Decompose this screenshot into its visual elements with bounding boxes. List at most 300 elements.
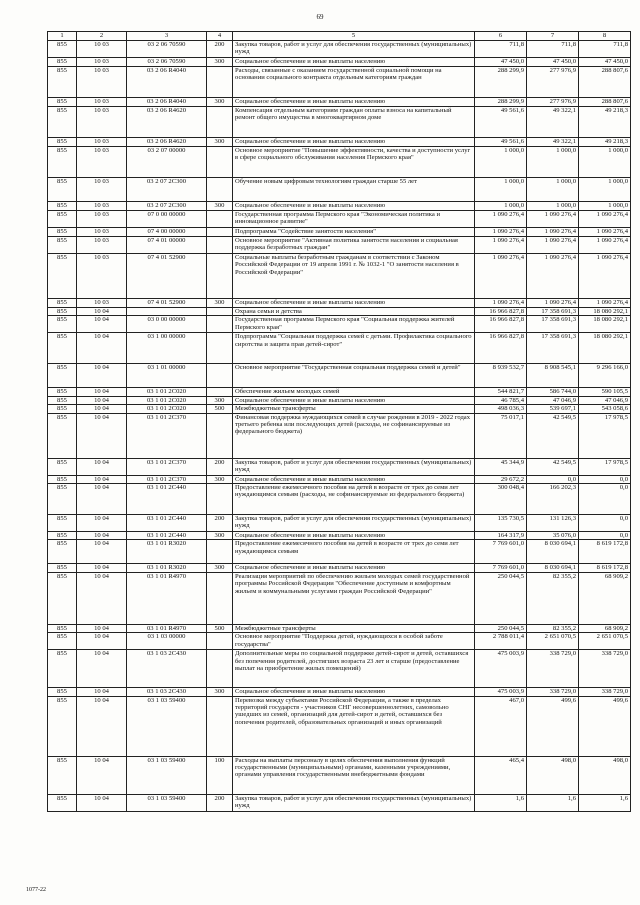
grbs-cell: 855: [48, 41, 77, 58]
amount-2025-cell: 1 090 276,4: [579, 299, 631, 308]
table-row: [48, 484, 631, 515]
section-cell: 10 04: [77, 650, 127, 688]
grbs-cell: 855: [48, 756, 77, 794]
grbs-cell: 855: [48, 308, 77, 316]
table-row: [48, 211, 631, 228]
amount-2023-cell: 467,0: [475, 696, 527, 756]
name-cell: Государственная программа Пермского края "Экономическая политика и инновационное развитие": [233, 211, 475, 228]
name-cell: Подпрограмма "Содействие занятости населения": [233, 228, 475, 237]
amount-2024-cell: 1 000,0: [527, 202, 579, 211]
amount-2025-cell: 0,0: [579, 515, 631, 532]
amount-2023-cell: 288 299,9: [475, 67, 527, 98]
section-cell: 10 03: [77, 202, 127, 211]
name-cell: Социальное обеспечение и иные выплаты населению: [233, 532, 475, 540]
amount-2025-cell: 0,0: [579, 475, 631, 483]
amount-2025-cell: 0,0: [579, 532, 631, 540]
expense-type-cell: [207, 308, 233, 316]
table-row: [48, 299, 631, 308]
table-row: [48, 515, 631, 532]
amount-2025-cell: 47 046,9: [579, 396, 631, 404]
target-item-cell: 03 1 01 2С440: [127, 484, 207, 515]
target-item-cell: 03 1 01 R4970: [127, 572, 207, 624]
name-cell: Закупка товаров, работ и услуг для обеспечения государственных (муниципальных) нужд: [233, 41, 475, 58]
table-row: [48, 364, 631, 388]
section-cell: 10 04: [77, 333, 127, 364]
name-cell: Социальное обеспечение и иные выплаты населению: [233, 396, 475, 404]
target-item-cell: 03 1 01 2С440: [127, 532, 207, 540]
expense-type-cell: 300: [207, 564, 233, 572]
grbs-cell: 855: [48, 299, 77, 308]
table-row: [48, 413, 631, 458]
table-row: [48, 333, 631, 364]
expense-type-cell: [207, 147, 233, 178]
amount-2025-cell: 288 807,6: [579, 67, 631, 98]
name-cell: Социальное обеспечение и иные выплаты населению: [233, 564, 475, 572]
expense-type-cell: [207, 650, 233, 688]
amount-2024-cell: 82 355,2: [527, 572, 579, 624]
expense-type-cell: 200: [207, 41, 233, 58]
amount-2023-cell: 16 966 827,8: [475, 316, 527, 333]
grbs-cell: 855: [48, 405, 77, 413]
amount-2025-cell: 8 619 172,8: [579, 540, 631, 564]
expense-type-cell: [207, 364, 233, 388]
amount-2024-cell: 338 729,0: [527, 650, 579, 688]
section-cell: 10 03: [77, 299, 127, 308]
name-cell: Охрана семьи и детства: [233, 308, 475, 316]
table-row: [48, 202, 631, 211]
table-row: [48, 67, 631, 98]
grbs-cell: 855: [48, 696, 77, 756]
amount-2025-cell: 498,0: [579, 756, 631, 794]
section-cell: 10 04: [77, 756, 127, 794]
amount-2025-cell: 8 619 172,8: [579, 564, 631, 572]
header-cell: 7: [527, 32, 579, 41]
target-item-cell: 07 4 00 00000: [127, 228, 207, 237]
name-cell: Закупка товаров, работ и услуг для обеспечения государственных (муниципальных) нужд: [233, 794, 475, 811]
amount-2023-cell: 544 821,7: [475, 388, 527, 396]
amount-2025-cell: 1,6: [579, 794, 631, 811]
amount-2024-cell: 1 090 276,4: [527, 211, 579, 228]
amount-2024-cell: 277 976,9: [527, 98, 579, 107]
table-row: [48, 756, 631, 794]
grbs-cell: 855: [48, 138, 77, 147]
expense-type-cell: 200: [207, 458, 233, 475]
amount-2023-cell: 465,4: [475, 756, 527, 794]
table-row: [48, 41, 631, 58]
footer-code: 1077-22: [26, 887, 46, 893]
table-row: [48, 396, 631, 404]
section-cell: 10 04: [77, 405, 127, 413]
header-cell: 1: [48, 32, 77, 41]
table-row: [48, 624, 631, 632]
amount-2025-cell: 0,0: [579, 484, 631, 515]
grbs-cell: 855: [48, 58, 77, 67]
name-cell: Основное мероприятие "Повышение эффективности, качества и доступности услуг в сфере социального обслуживания населения Пермского края": [233, 147, 475, 178]
amount-2025-cell: 590 105,5: [579, 388, 631, 396]
section-cell: 10 03: [77, 254, 127, 299]
amount-2023-cell: 288 299,9: [475, 98, 527, 107]
grbs-cell: 855: [48, 413, 77, 458]
amount-2023-cell: 7 769 601,0: [475, 564, 527, 572]
amount-2023-cell: 16 966 827,8: [475, 308, 527, 316]
expense-type-cell: [207, 67, 233, 98]
name-cell: Подпрограмма "Социальная поддержка семей с детьми. Профилактика социального сиротства и защита прав детей-сирот": [233, 333, 475, 364]
section-cell: 10 04: [77, 696, 127, 756]
grbs-cell: 855: [48, 564, 77, 572]
section-cell: 10 03: [77, 147, 127, 178]
section-cell: 10 04: [77, 484, 127, 515]
grbs-cell: 855: [48, 67, 77, 98]
amount-2023-cell: 300 048,4: [475, 484, 527, 515]
amount-2025-cell: 543 058,6: [579, 405, 631, 413]
section-cell: 10 04: [77, 396, 127, 404]
table-row: [48, 540, 631, 564]
amount-2024-cell: 498,0: [527, 756, 579, 794]
section-cell: 10 04: [77, 388, 127, 396]
amount-2024-cell: 0,0: [527, 475, 579, 483]
target-item-cell: 03 2 06 R4040: [127, 67, 207, 98]
grbs-cell: 855: [48, 515, 77, 532]
amount-2025-cell: 18 080 292,1: [579, 333, 631, 364]
amount-2024-cell: 35 076,0: [527, 532, 579, 540]
expense-type-cell: [207, 484, 233, 515]
name-cell: Предоставление ежемесячного пособия на детей в возрасте от трех до семи лет нуждающимся семьям: [233, 540, 475, 564]
amount-2023-cell: 7 769 601,0: [475, 540, 527, 564]
table-row: [48, 696, 631, 756]
section-cell: 10 04: [77, 564, 127, 572]
name-cell: Обеспечение жильем молодых семей: [233, 388, 475, 396]
amount-2023-cell: 164 317,9: [475, 532, 527, 540]
amount-2024-cell: 1 090 276,4: [527, 228, 579, 237]
name-cell: Предоставление ежемесячного пособия на детей в возрасте от трех до семи лет нуждающимся семьям (расходы, не софинансируемые из федерального бюджета): [233, 484, 475, 515]
expense-type-cell: [207, 333, 233, 364]
name-cell: Расходы, связанные с оказанием государственной социальной помощи на основании социального контракта отдельным категориям граждан: [233, 67, 475, 98]
table-body: [48, 41, 631, 812]
expense-type-cell: 300: [207, 299, 233, 308]
amount-2024-cell: 499,6: [527, 696, 579, 756]
expense-type-cell: [207, 633, 233, 650]
expense-type-cell: 300: [207, 396, 233, 404]
section-cell: 10 04: [77, 540, 127, 564]
grbs-cell: 855: [48, 364, 77, 388]
amount-2024-cell: 8 030 694,1: [527, 564, 579, 572]
grbs-cell: 855: [48, 624, 77, 632]
amount-2025-cell: 1 000,0: [579, 202, 631, 211]
name-cell: Перевозка между субъектами Российской Федерации, а также в пределах территорий государств - участников СНГ несовершеннолетних, самовольно ушедших из семей, организаций для детей-сирот и детей, оставшихся без попечения родителей, образовательных организаций и иных организаций: [233, 696, 475, 756]
amount-2023-cell: 2 788 011,4: [475, 633, 527, 650]
header-cell: 8: [579, 32, 631, 41]
table-row: [48, 98, 631, 107]
amount-2023-cell: 1,6: [475, 794, 527, 811]
section-cell: 10 03: [77, 178, 127, 202]
amount-2025-cell: 68 909,2: [579, 572, 631, 624]
target-item-cell: 03 1 01 2С440: [127, 515, 207, 532]
section-cell: 10 04: [77, 633, 127, 650]
table-row: [48, 794, 631, 811]
expense-type-cell: [207, 696, 233, 756]
target-item-cell: 03 1 01 2С370: [127, 458, 207, 475]
target-item-cell: 03 1 01 00000: [127, 364, 207, 388]
amount-2024-cell: 47 450,0: [527, 58, 579, 67]
section-cell: 10 04: [77, 572, 127, 624]
amount-2025-cell: 18 080 292,1: [579, 316, 631, 333]
table-row: [48, 650, 631, 688]
target-item-cell: 03 1 03 2С430: [127, 688, 207, 696]
amount-2024-cell: 8 908 545,1: [527, 364, 579, 388]
target-item-cell: 03 1 01 R4970: [127, 624, 207, 632]
target-item-cell: 03 2 06 R4620: [127, 138, 207, 147]
target-item-cell: [127, 308, 207, 316]
section-cell: 10 04: [77, 624, 127, 632]
expense-type-cell: [207, 211, 233, 228]
amount-2024-cell: 1 090 276,4: [527, 254, 579, 299]
grbs-cell: 855: [48, 333, 77, 364]
target-item-cell: 03 1 01 2С020: [127, 396, 207, 404]
expense-type-cell: [207, 178, 233, 202]
amount-2025-cell: 47 450,0: [579, 58, 631, 67]
target-item-cell: 03 2 07 00000: [127, 147, 207, 178]
name-cell: Основное мероприятие "Государственная социальная поддержка семей и детей": [233, 364, 475, 388]
grbs-cell: 855: [48, 458, 77, 475]
amount-2023-cell: 46 785,4: [475, 396, 527, 404]
table-row: [48, 405, 631, 413]
section-cell: 10 04: [77, 688, 127, 696]
expense-type-cell: [207, 237, 233, 254]
amount-2023-cell: 1 090 276,4: [475, 211, 527, 228]
amount-2023-cell: 1 000,0: [475, 178, 527, 202]
name-cell: Социальное обеспечение и иные выплаты населению: [233, 475, 475, 483]
grbs-cell: 855: [48, 147, 77, 178]
name-cell: Социальное обеспечение и иные выплаты населению: [233, 138, 475, 147]
amount-2025-cell: 2 651 070,5: [579, 633, 631, 650]
section-cell: 10 03: [77, 98, 127, 107]
amount-2024-cell: 49 322,1: [527, 107, 579, 138]
expense-type-cell: 300: [207, 532, 233, 540]
section-cell: 10 03: [77, 41, 127, 58]
section-cell: 10 04: [77, 413, 127, 458]
amount-2025-cell: 18 080 292,1: [579, 308, 631, 316]
amount-2024-cell: 711,8: [527, 41, 579, 58]
amount-2023-cell: 49 561,6: [475, 107, 527, 138]
table-row: [48, 458, 631, 475]
table-row: [48, 107, 631, 138]
target-item-cell: 03 1 03 59400: [127, 696, 207, 756]
section-cell: 10 04: [77, 532, 127, 540]
expense-type-cell: 300: [207, 138, 233, 147]
table-row: [48, 475, 631, 483]
target-item-cell: 07 4 01 52900: [127, 254, 207, 299]
target-item-cell: 03 1 03 59400: [127, 794, 207, 811]
table-row: [48, 237, 631, 254]
section-cell: 10 03: [77, 107, 127, 138]
amount-2025-cell: 17 978,5: [579, 413, 631, 458]
header-cell: 3: [127, 32, 207, 41]
target-item-cell: 03 2 06 R4040: [127, 98, 207, 107]
amount-2023-cell: 49 561,6: [475, 138, 527, 147]
header-cell: 6: [475, 32, 527, 41]
grbs-cell: 855: [48, 316, 77, 333]
table-row: [48, 532, 631, 540]
name-cell: Расходы на выплаты персоналу в целях обеспечения выполнения функций государственными (муниципальными) органами, казенными учреждениями, органами управления государственными внебюджетными фондами: [233, 756, 475, 794]
budget-table: [47, 31, 631, 812]
expense-type-cell: [207, 572, 233, 624]
section-cell: 10 03: [77, 58, 127, 67]
grbs-cell: 855: [48, 237, 77, 254]
amount-2025-cell: 1 090 276,4: [579, 237, 631, 254]
amount-2023-cell: 45 344,9: [475, 458, 527, 475]
name-cell: Закупка товаров, работ и услуг для обеспечения государственных (муниципальных) нужд: [233, 515, 475, 532]
table-row: [48, 178, 631, 202]
section-cell: 10 03: [77, 228, 127, 237]
amount-2025-cell: 17 978,5: [579, 458, 631, 475]
amount-2025-cell: 49 218,3: [579, 107, 631, 138]
grbs-cell: 855: [48, 211, 77, 228]
section-cell: 10 04: [77, 794, 127, 811]
grbs-cell: 855: [48, 633, 77, 650]
amount-2025-cell: 1 090 276,4: [579, 211, 631, 228]
target-item-cell: 07 4 01 00000: [127, 237, 207, 254]
table-row: [48, 228, 631, 237]
amount-2025-cell: 711,8: [579, 41, 631, 58]
grbs-cell: 855: [48, 475, 77, 483]
target-item-cell: 07 4 01 52900: [127, 299, 207, 308]
amount-2024-cell: 17 358 691,3: [527, 316, 579, 333]
amount-2024-cell: 47 046,9: [527, 396, 579, 404]
grbs-cell: 855: [48, 794, 77, 811]
section-cell: 10 04: [77, 316, 127, 333]
section-cell: 10 04: [77, 515, 127, 532]
grbs-cell: 855: [48, 254, 77, 299]
expense-type-cell: [207, 413, 233, 458]
amount-2023-cell: 475 003,9: [475, 688, 527, 696]
page-number: 69: [316, 13, 324, 21]
amount-2023-cell: 250 044,5: [475, 624, 527, 632]
name-cell: Обучение новым цифровым технологиям граждан старше 55 лет: [233, 178, 475, 202]
amount-2024-cell: 131 126,3: [527, 515, 579, 532]
header-cell: 4: [207, 32, 233, 41]
expense-type-cell: [207, 107, 233, 138]
name-cell: Социальное обеспечение и иные выплаты населению: [233, 299, 475, 308]
amount-2023-cell: 711,8: [475, 41, 527, 58]
amount-2024-cell: 539 697,1: [527, 405, 579, 413]
header-row: [48, 32, 631, 41]
target-item-cell: 03 0 00 00000: [127, 316, 207, 333]
table-row: [48, 58, 631, 67]
amount-2024-cell: 1 000,0: [527, 147, 579, 178]
amount-2025-cell: 338 729,0: [579, 650, 631, 688]
name-cell: Государственная программа Пермского края "Социальная поддержка жителей Пермского края": [233, 316, 475, 333]
amount-2023-cell: 8 939 532,7: [475, 364, 527, 388]
amount-2023-cell: 16 966 827,8: [475, 333, 527, 364]
grbs-cell: 855: [48, 396, 77, 404]
section-cell: 10 03: [77, 67, 127, 98]
name-cell: Закупка товаров, работ и услуг для обеспечения государственных (муниципальных) нужд: [233, 458, 475, 475]
grbs-cell: 855: [48, 178, 77, 202]
expense-type-cell: 300: [207, 58, 233, 67]
target-item-cell: 03 1 01 2С370: [127, 475, 207, 483]
grbs-cell: 855: [48, 228, 77, 237]
target-item-cell: 03 2 06 R4620: [127, 107, 207, 138]
name-cell: Реализация мероприятий по обеспечению жильем молодых семей государственной программы Российской Федерации "Обеспечение доступным и комфортным жильем и коммунальными услугами граждан Российской Федерации": [233, 572, 475, 624]
name-cell: Социальные выплаты безработным гражданам в соответствии с Законом Российской Федерации от 19 апреля 1991 г. № 1032-1 "О занятости населения в Российской Федерации": [233, 254, 475, 299]
name-cell: Социальное обеспечение и иные выплаты населению: [233, 688, 475, 696]
expense-type-cell: 200: [207, 794, 233, 811]
amount-2024-cell: 17 358 691,3: [527, 308, 579, 316]
amount-2023-cell: 1 090 276,4: [475, 299, 527, 308]
grbs-cell: 855: [48, 688, 77, 696]
amount-2024-cell: 42 549,5: [527, 413, 579, 458]
expense-type-cell: [207, 228, 233, 237]
target-item-cell: 03 1 01 R3020: [127, 540, 207, 564]
table-row: [48, 316, 631, 333]
expense-type-cell: 100: [207, 756, 233, 794]
section-cell: 10 03: [77, 237, 127, 254]
amount-2024-cell: 1 000,0: [527, 178, 579, 202]
name-cell: Финансовая поддержка нуждающихся семей в случае рождения в 2019 - 2022 годах третьего ребенка или последующих детей (расходы, не софинансируемые из федерального бюджета): [233, 413, 475, 458]
amount-2025-cell: 1 090 276,4: [579, 254, 631, 299]
expense-type-cell: [207, 540, 233, 564]
amount-2025-cell: 338 729,0: [579, 688, 631, 696]
name-cell: Основное мероприятие "Поддержка детей, нуждающихся в особой заботе государства": [233, 633, 475, 650]
header-cell: 2: [77, 32, 127, 41]
target-item-cell: 03 1 01 2С020: [127, 405, 207, 413]
target-item-cell: 03 2 06 70590: [127, 58, 207, 67]
expense-type-cell: 300: [207, 475, 233, 483]
amount-2024-cell: 82 355,2: [527, 624, 579, 632]
name-cell: Межбюджетные трансферты: [233, 405, 475, 413]
amount-2023-cell: 29 672,2: [475, 475, 527, 483]
target-item-cell: 03 2 07 2С300: [127, 202, 207, 211]
amount-2024-cell: 1,6: [527, 794, 579, 811]
target-item-cell: 07 0 00 00000: [127, 211, 207, 228]
expense-type-cell: [207, 388, 233, 396]
amount-2025-cell: 68 909,2: [579, 624, 631, 632]
table-row: [48, 688, 631, 696]
expense-type-cell: [207, 316, 233, 333]
amount-2024-cell: 42 549,5: [527, 458, 579, 475]
amount-2023-cell: 47 450,0: [475, 58, 527, 67]
amount-2025-cell: 1 090 276,4: [579, 228, 631, 237]
section-cell: 10 04: [77, 308, 127, 316]
target-item-cell: 03 1 01 R3020: [127, 564, 207, 572]
section-cell: 10 03: [77, 211, 127, 228]
amount-2023-cell: 1 090 276,4: [475, 237, 527, 254]
expense-type-cell: [207, 254, 233, 299]
amount-2024-cell: 166 202,3: [527, 484, 579, 515]
target-item-cell: 03 2 07 2С300: [127, 178, 207, 202]
grbs-cell: 855: [48, 572, 77, 624]
amount-2025-cell: 499,6: [579, 696, 631, 756]
expense-type-cell: 500: [207, 405, 233, 413]
amount-2023-cell: 475 003,9: [475, 650, 527, 688]
table-row: [48, 308, 631, 316]
amount-2023-cell: 135 730,5: [475, 515, 527, 532]
target-item-cell: 03 2 06 70590: [127, 41, 207, 58]
section-cell: 10 04: [77, 475, 127, 483]
amount-2024-cell: 586 744,0: [527, 388, 579, 396]
grbs-cell: 855: [48, 107, 77, 138]
name-cell: Основное мероприятие "Активная политика занятости населения и социальная поддержка безработных граждан": [233, 237, 475, 254]
table-row: [48, 633, 631, 650]
amount-2024-cell: 2 651 070,5: [527, 633, 579, 650]
amount-2025-cell: 9 296 166,0: [579, 364, 631, 388]
table-row: [48, 254, 631, 299]
amount-2025-cell: 288 807,6: [579, 98, 631, 107]
grbs-cell: 855: [48, 98, 77, 107]
expense-type-cell: 200: [207, 515, 233, 532]
table-row: [48, 388, 631, 396]
target-item-cell: 03 1 03 00000: [127, 633, 207, 650]
